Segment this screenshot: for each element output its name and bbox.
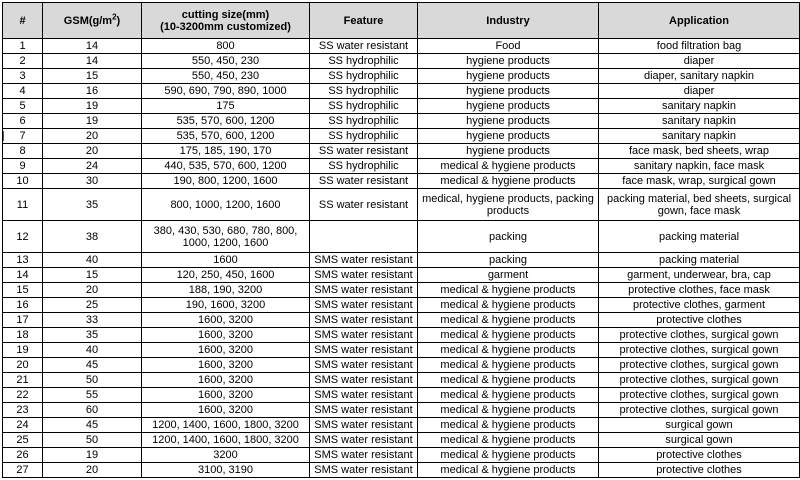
gsm-cell: 35 <box>43 189 142 221</box>
header-num: # <box>3 3 43 39</box>
feature-cell: SMS water resistant <box>310 418 418 433</box>
row-number: 3 <box>3 69 43 84</box>
gsm-cell: 25 <box>43 298 142 313</box>
feature-cell: SMS water resistant <box>310 388 418 403</box>
application-cell: protective clothes <box>599 463 800 478</box>
industry-cell: hygiene products <box>418 54 599 69</box>
table-row <box>3 189 800 221</box>
application-cell: surgical gown <box>599 433 800 448</box>
application-cell: protective clothes, surgical gown <box>599 328 800 343</box>
row-number: 15 <box>3 283 43 298</box>
gsm-cell: 50 <box>43 433 142 448</box>
table-row <box>3 129 800 144</box>
gsm-cell: 19 <box>43 99 142 114</box>
cutting-size-cell: 1200, 1400, 1600, 1800, 3200 <box>142 418 310 433</box>
industry-cell: hygiene products <box>418 129 599 144</box>
industry-cell: hygiene products <box>418 144 599 159</box>
table-row <box>3 54 800 69</box>
cutting-size-cell: 175, 185, 190, 170 <box>142 144 310 159</box>
cutting-size-cell: 1600, 3200 <box>142 313 310 328</box>
table-row <box>3 268 800 283</box>
cutting-size-cell: 1600, 3200 <box>142 388 310 403</box>
gsm-cell: 19 <box>43 448 142 463</box>
industry-cell: hygiene products <box>418 99 599 114</box>
application-cell: diaper, sanitary napkin <box>599 69 800 84</box>
table-row <box>3 253 800 268</box>
application-cell: protective clothes <box>599 313 800 328</box>
gsm-cell: 45 <box>43 358 142 373</box>
gsm-cell: 16 <box>43 84 142 99</box>
industry-cell: medical & hygiene products <box>418 174 599 189</box>
industry-cell: medical & hygiene products <box>418 159 599 174</box>
feature-cell: SS water resistant <box>310 39 418 54</box>
feature-cell: SS hydrophilic <box>310 54 418 69</box>
cutting-size-cell: 380, 430, 530, 680, 780, 800, 1000, 1200, 1600 <box>142 221 310 253</box>
table-row <box>3 463 800 478</box>
gsm-cell: 40 <box>43 253 142 268</box>
application-cell: diaper <box>599 84 800 99</box>
row-number: 16 <box>3 298 43 313</box>
application-cell: protective clothes, face mask <box>599 283 800 298</box>
industry-cell: hygiene products <box>418 84 599 99</box>
feature-cell: SMS water resistant <box>310 268 418 283</box>
row-number: 13 <box>3 253 43 268</box>
table-row <box>3 328 800 343</box>
industry-cell: medical & hygiene products <box>418 283 599 298</box>
application-cell: protective clothes <box>599 448 800 463</box>
application-cell: protective clothes, surgical gown <box>599 373 800 388</box>
cutting-size-cell: 550, 450, 230 <box>142 69 310 84</box>
industry-cell: medical & hygiene products <box>418 373 599 388</box>
feature-cell: SS water resistant <box>310 144 418 159</box>
application-cell: packing material <box>599 221 800 253</box>
cutting-size-cell: 550, 450, 230 <box>142 54 310 69</box>
cutting-size-cell: 190, 800, 1200, 1600 <box>142 174 310 189</box>
cutting-size-cell: 800, 1000, 1200, 1600 <box>142 189 310 221</box>
table-row <box>3 358 800 373</box>
feature-cell: SMS water resistant <box>310 433 418 448</box>
feature-cell: SMS water resistant <box>310 403 418 418</box>
industry-cell: medical & hygiene products <box>418 463 599 478</box>
industry-cell: medical & hygiene products <box>418 433 599 448</box>
row-number: 1 <box>3 39 43 54</box>
table-row <box>3 159 800 174</box>
gsm-cell: 24 <box>43 159 142 174</box>
table-row <box>3 298 800 313</box>
header-feature: Feature <box>310 3 418 39</box>
cutting-size-cell: 590, 690, 790, 890, 1000 <box>142 84 310 99</box>
row-number: 21 <box>3 373 43 388</box>
row-number: 11 <box>3 189 43 221</box>
row-number: 26 <box>3 448 43 463</box>
gsm-cell: 19 <box>43 114 142 129</box>
row-number: 8 <box>3 144 43 159</box>
industry-cell: medical, hygiene products, packing products <box>418 189 599 221</box>
cutting-size-cell: 535, 570, 600, 1200 <box>142 114 310 129</box>
industry-cell: medical & hygiene products <box>418 298 599 313</box>
gsm-cell: 38 <box>43 221 142 253</box>
feature-cell: SS water resistant <box>310 189 418 221</box>
feature-cell: SMS water resistant <box>310 298 418 313</box>
feature-cell: SMS water resistant <box>310 343 418 358</box>
industry-cell: medical & hygiene products <box>418 403 599 418</box>
feature-cell <box>310 221 418 253</box>
table-row <box>3 144 800 159</box>
cutting-size-cell: 3100, 3190 <box>142 463 310 478</box>
table-row <box>3 403 800 418</box>
row-number: 4 <box>3 84 43 99</box>
table-row <box>3 433 800 448</box>
application-cell: packing material <box>599 253 800 268</box>
table-row <box>3 174 800 189</box>
table-row <box>3 448 800 463</box>
feature-cell: SS hydrophilic <box>310 129 418 144</box>
cutting-size-cell: 175 <box>142 99 310 114</box>
application-cell: sanitary napkin <box>599 99 800 114</box>
cutting-size-cell: 120, 250, 450, 1600 <box>142 268 310 283</box>
cutting-size-cell: 1600, 3200 <box>142 343 310 358</box>
table-row <box>3 388 800 403</box>
industry-cell: medical & hygiene products <box>418 388 599 403</box>
table-row <box>3 283 800 298</box>
row-number: 2 <box>3 54 43 69</box>
gsm-cell: 33 <box>43 313 142 328</box>
feature-cell: SMS water resistant <box>310 313 418 328</box>
feature-cell: SS water resistant <box>310 174 418 189</box>
application-cell: protective clothes, surgical gown <box>599 343 800 358</box>
industry-cell: medical & hygiene products <box>418 448 599 463</box>
row-number: 14 <box>3 268 43 283</box>
row-number: 18 <box>3 328 43 343</box>
feature-cell: SMS water resistant <box>310 358 418 373</box>
application-cell: packing material, bed sheets, surgical gown, face mask <box>599 189 800 221</box>
table-row <box>3 39 800 54</box>
feature-cell: SS hydrophilic <box>310 159 418 174</box>
application-cell: protective clothes, surgical gown <box>599 388 800 403</box>
feature-cell: SS hydrophilic <box>310 84 418 99</box>
header-row <box>3 3 800 39</box>
cutting-size-cell: 1600, 3200 <box>142 328 310 343</box>
industry-cell: garment <box>418 268 599 283</box>
row-number: 6 <box>3 114 43 129</box>
industry-cell: hygiene products <box>418 114 599 129</box>
cutting-size-cell: 1600 <box>142 253 310 268</box>
gsm-cell: 20 <box>43 144 142 159</box>
application-cell: face mask, wrap, surgical gown <box>599 174 800 189</box>
application-cell: diaper <box>599 54 800 69</box>
application-cell: face mask, bed sheets, wrap <box>599 144 800 159</box>
row-number: 27 <box>3 463 43 478</box>
gsm-cell: 15 <box>43 268 142 283</box>
application-cell: protective clothes, garment <box>599 298 800 313</box>
industry-cell: packing <box>418 253 599 268</box>
feature-cell: SMS water resistant <box>310 463 418 478</box>
gsm-cell: 30 <box>43 174 142 189</box>
application-cell: protective clothes, surgical gown <box>599 403 800 418</box>
row-number: 24 <box>3 418 43 433</box>
table-row <box>3 99 800 114</box>
gsm-cell: 45 <box>43 418 142 433</box>
table-row <box>3 418 800 433</box>
product-spec-table <box>2 2 800 478</box>
row-number: 23 <box>3 403 43 418</box>
gsm-cell: 14 <box>43 54 142 69</box>
gsm-cell: 20 <box>43 129 142 144</box>
gsm-cell: 60 <box>43 403 142 418</box>
row-number: 22 <box>3 388 43 403</box>
table-row <box>3 114 800 129</box>
table-row <box>3 343 800 358</box>
cutting-size-cell: 1600, 3200 <box>142 403 310 418</box>
row-number: 17 <box>3 313 43 328</box>
header-industry: Industry <box>418 3 599 39</box>
header-application: Application <box>599 3 800 39</box>
gsm-cell: 20 <box>43 463 142 478</box>
row-number: 25 <box>3 433 43 448</box>
application-cell: food filtration bag <box>599 39 800 54</box>
row-number: 20 <box>3 358 43 373</box>
industry-cell: Food <box>418 39 599 54</box>
gsm-cell: 15 <box>43 69 142 84</box>
gsm-cell: 14 <box>43 39 142 54</box>
industry-cell: packing <box>418 221 599 253</box>
industry-cell: medical & hygiene products <box>418 313 599 328</box>
application-cell: sanitary napkin <box>599 129 800 144</box>
row-number: 10 <box>3 174 43 189</box>
header-cutting-size: cutting size(mm) (10-3200mm customized) <box>142 3 310 39</box>
industry-cell: medical & hygiene products <box>418 328 599 343</box>
gsm-cell: 55 <box>43 388 142 403</box>
table-row <box>3 69 800 84</box>
cutting-size-cell: 440, 535, 570, 600, 1200 <box>142 159 310 174</box>
feature-cell: SS hydrophilic <box>310 69 418 84</box>
cutting-size-cell: 1600, 3200 <box>142 358 310 373</box>
gsm-cell: 35 <box>43 328 142 343</box>
feature-cell: SS hydrophilic <box>310 99 418 114</box>
cutting-size-cell: 535, 570, 600, 1200 <box>142 129 310 144</box>
row-number: 5 <box>3 99 43 114</box>
row-number: 12 <box>3 221 43 253</box>
table-row <box>3 313 800 328</box>
cutting-size-cell: 188, 190, 3200 <box>142 283 310 298</box>
row-number: 9 <box>3 159 43 174</box>
gsm-cell: 40 <box>43 343 142 358</box>
feature-cell: SMS water resistant <box>310 328 418 343</box>
application-cell: surgical gown <box>599 418 800 433</box>
industry-cell: medical & hygiene products <box>418 418 599 433</box>
application-cell: sanitary napkin <box>599 114 800 129</box>
feature-cell: SS hydrophilic <box>310 114 418 129</box>
application-cell: protective clothes, surgical gown <box>599 358 800 373</box>
gsm-cell: 50 <box>43 373 142 388</box>
row-number: 7 <box>3 129 43 144</box>
industry-cell: medical & hygiene products <box>418 343 599 358</box>
application-cell: garment, underwear, bra, cap <box>599 268 800 283</box>
feature-cell: SMS water resistant <box>310 283 418 298</box>
feature-cell: SMS water resistant <box>310 253 418 268</box>
feature-cell: SMS water resistant <box>310 373 418 388</box>
industry-cell: medical & hygiene products <box>418 358 599 373</box>
application-cell: sanitary napkin, face mask <box>599 159 800 174</box>
cutting-size-cell: 3200 <box>142 448 310 463</box>
table-row <box>3 221 800 253</box>
cutting-size-cell: 800 <box>142 39 310 54</box>
gsm-cell: 20 <box>43 283 142 298</box>
table-row <box>3 84 800 99</box>
cutting-size-cell: 190, 1600, 3200 <box>142 298 310 313</box>
row-number: 19 <box>3 343 43 358</box>
table-row <box>3 373 800 388</box>
industry-cell: hygiene products <box>418 69 599 84</box>
cutting-size-cell: 1200, 1400, 1600, 1800, 3200 <box>142 433 310 448</box>
cutting-size-cell: 1600, 3200 <box>142 373 310 388</box>
header-gsm: $GSM(g/m^2)$ <box>43 3 142 39</box>
feature-cell: SMS water resistant <box>310 448 418 463</box>
